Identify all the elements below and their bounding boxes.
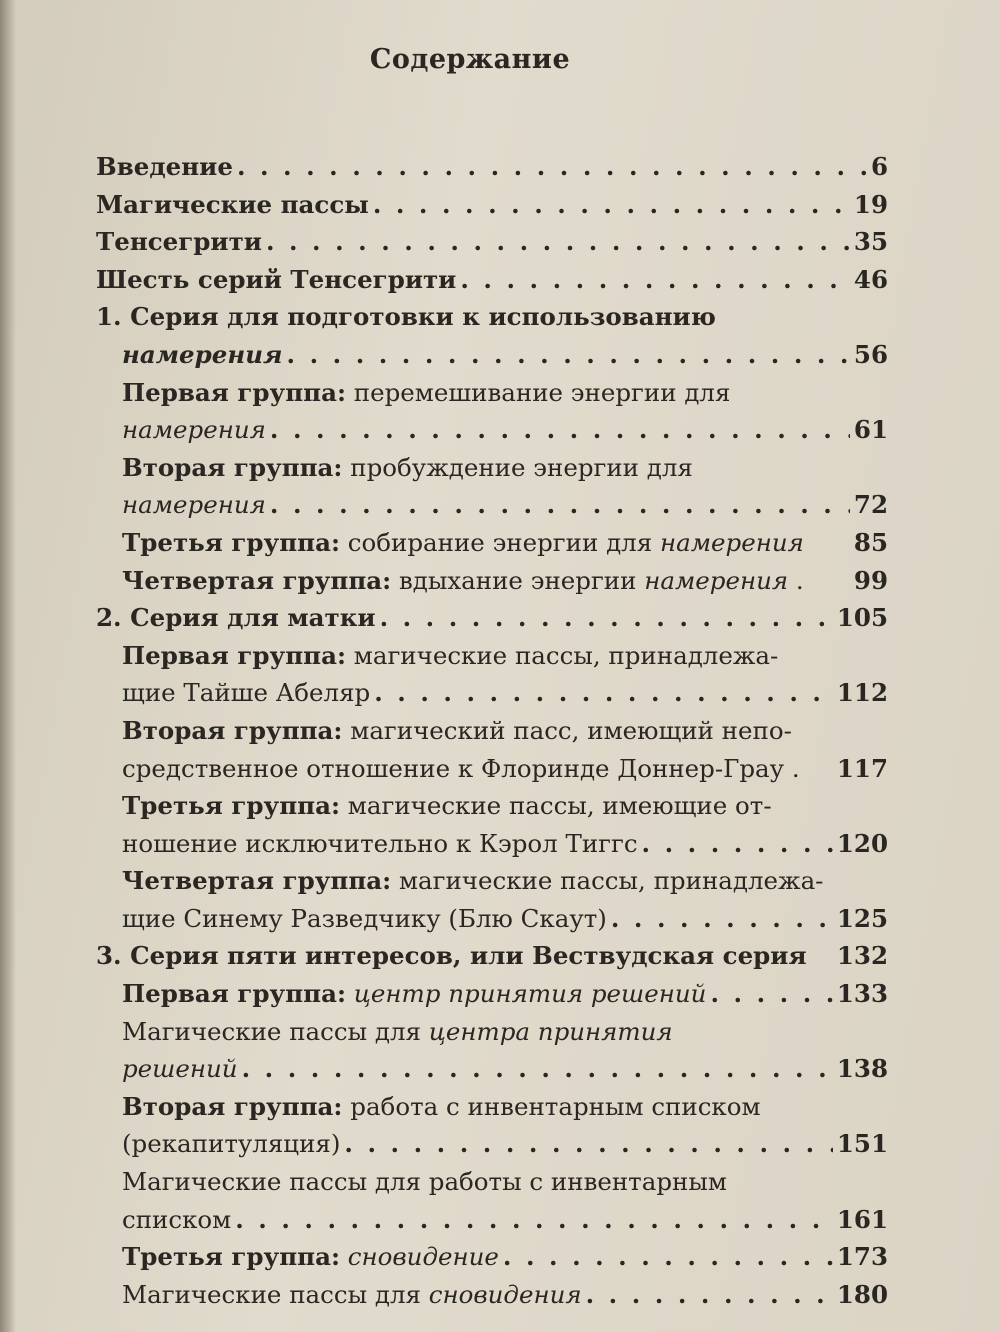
toc-entry-continuation (96, 340, 888, 378)
toc-entry-text (122, 829, 638, 858)
toc-entry-segment: Магические пассы для (122, 1279, 429, 1309)
toc-entry (96, 190, 888, 228)
toc-entry (96, 1280, 888, 1318)
toc-entry (96, 1242, 888, 1280)
page-number: 85 (853, 527, 888, 557)
toc-entry-continuation (96, 754, 888, 792)
leader-dots (287, 340, 850, 369)
page-number: 19 (853, 189, 888, 219)
toc-entry-continuation (96, 904, 888, 942)
toc-entry (96, 302, 888, 377)
toc-entry-segment: Магические пассы для работы с инвентарным (122, 1167, 727, 1197)
toc-entry-text (122, 678, 370, 707)
toc-entry-line (96, 641, 888, 679)
toc-entry-text (96, 603, 376, 632)
toc-entry-line (96, 566, 888, 604)
toc-entry (96, 1092, 888, 1167)
page-number: 133 (836, 979, 888, 1009)
toc-entry-lead: Первая группа: (122, 979, 346, 1009)
toc-entry (96, 265, 888, 303)
leader-dots (586, 1280, 833, 1309)
page-edge-shadow (0, 0, 16, 1332)
page-number: 125 (836, 903, 888, 933)
leader-dots (270, 415, 850, 444)
toc-entry (96, 1017, 888, 1092)
page-number: 138 (836, 1054, 888, 1084)
table-of-contents (96, 152, 888, 1317)
toc-entry-lead: Шесть серий Тенсегрити (96, 264, 457, 294)
toc-entry-segment: собирание энергии для (340, 527, 660, 557)
leader-dots (460, 265, 850, 294)
toc-entry-line (96, 453, 888, 491)
leader-dots (242, 1054, 833, 1083)
toc-entry (96, 1167, 888, 1242)
toc-entry-text (122, 490, 266, 519)
toc-entry (96, 716, 888, 791)
toc-entry-lead: Третья группа: (122, 527, 340, 557)
leader-dots (503, 1242, 833, 1271)
toc-entry-text (122, 904, 607, 933)
toc-entry-segment: (рекапитуляция) (122, 1129, 341, 1159)
toc-entry-segment: пробуждение энергии для (342, 452, 693, 482)
toc-entry-line (96, 528, 888, 566)
toc-entry-text (122, 866, 823, 895)
toc-entry (96, 941, 888, 979)
leader-dots (373, 190, 850, 219)
page-number: 61 (853, 415, 888, 445)
page-number: 161 (836, 1204, 888, 1234)
page-number: 112 (836, 678, 888, 708)
toc-entry-text (122, 378, 730, 407)
toc-entry-text (122, 1092, 761, 1121)
toc-entry-lead: Третья группа: (122, 1242, 340, 1272)
leader-dots (237, 152, 867, 181)
toc-entry-line (96, 1280, 888, 1318)
toc-entry-segment: намерения (122, 415, 266, 445)
toc-entry-segment: намерения (122, 490, 266, 520)
toc-entry-continuation (96, 678, 888, 716)
toc-entry-text (96, 152, 233, 181)
toc-entry-segment: ношение исключительно к Кэрол Тиггс (122, 828, 638, 858)
toc-entry (96, 227, 888, 265)
toc-entry-segment: сновидения (428, 1279, 582, 1309)
toc-entry-segment: Магические пассы для (122, 1016, 429, 1046)
toc-entry-line (96, 265, 888, 303)
toc-entry-segment: намерения (644, 565, 789, 595)
toc-entry-segment (346, 979, 354, 1008)
toc-entry-lead: Четвертая группа: (122, 565, 392, 595)
leader-dots (270, 490, 850, 519)
toc-entry-line (96, 378, 888, 416)
toc-entry-continuation (96, 1129, 888, 1167)
toc-entry-lead: Четвертая группа: (122, 866, 392, 896)
toc-entry-line (96, 1242, 888, 1280)
toc-entry-line (96, 866, 888, 904)
toc-entry-text (122, 528, 804, 557)
toc-entry-text (122, 641, 778, 670)
toc-entry (96, 866, 888, 941)
leader-dots (642, 829, 833, 858)
toc-entry-text (122, 1129, 340, 1158)
toc-entry-line (96, 979, 888, 1017)
toc-entry-segment: магические пассы, имеющие от- (340, 791, 772, 821)
toc-entry-text (122, 415, 266, 444)
toc-entry-text (96, 941, 807, 970)
toc-entry-text (96, 302, 716, 331)
toc-entry-lead: Первая группа: (122, 377, 346, 407)
toc-entry-continuation (96, 1205, 888, 1243)
toc-entry-line (96, 716, 888, 754)
page-number: 180 (836, 1279, 888, 1309)
toc-entry-text (122, 340, 283, 369)
toc-entry-lead: 2. Серия для матки (96, 603, 376, 633)
leader-dots (380, 603, 833, 632)
page-number: 117 (836, 753, 888, 783)
toc-entry-continuation (96, 829, 888, 867)
toc-entry-text (122, 1205, 231, 1234)
toc-entry-segment: центра принятия (428, 1016, 673, 1046)
toc-entry-text (122, 1242, 499, 1271)
page-number: 173 (836, 1242, 888, 1272)
toc-entry-text (122, 1017, 673, 1046)
toc-entry-continuation (96, 490, 888, 528)
toc-entry-lead: Вторая группа: (122, 452, 343, 482)
toc-entry (96, 152, 888, 190)
leader-dots (266, 227, 850, 256)
page-number: 35 (853, 227, 888, 257)
toc-entry-segment: щие Тайше Абеляр (122, 678, 371, 708)
toc-entry (96, 528, 888, 566)
toc-entry-lead: Магические пассы (96, 189, 369, 219)
toc-entry-continuation (96, 415, 888, 453)
page-number: 151 (836, 1129, 888, 1159)
toc-entry-segment: списком (122, 1204, 232, 1234)
toc-entry-text (122, 791, 772, 820)
page-number: 99 (853, 565, 888, 595)
page-number: 72 (853, 490, 888, 520)
toc-entry-text (122, 453, 693, 482)
toc-entry-line (96, 791, 888, 829)
toc-entry (96, 641, 888, 716)
toc-entry-segment: магические пассы, принадлежа- (391, 866, 824, 896)
page-title: Содержание (369, 44, 571, 75)
toc-entry-segment: . (788, 565, 804, 595)
toc-entry-line (96, 1167, 888, 1205)
toc-entry-lead: Тенсегрити (96, 227, 262, 257)
toc-entry-text (122, 754, 800, 783)
toc-entry-line (96, 152, 888, 190)
page-number: 132 (836, 941, 888, 971)
toc-entry-text (96, 190, 369, 219)
toc-entry-text (122, 716, 792, 745)
toc-entry-text (122, 979, 706, 1008)
toc-entry-segment: намерения (659, 527, 804, 557)
toc-entry-continuation (96, 1054, 888, 1092)
toc-entry (96, 979, 888, 1017)
toc-entry (96, 453, 888, 528)
toc-entry-line (96, 190, 888, 228)
toc-entry-text (122, 1280, 582, 1309)
page-number: 46 (853, 264, 888, 294)
toc-entry-lead: Вторая группа: (122, 715, 343, 745)
toc-entry-text (122, 1167, 727, 1196)
toc-entry (96, 791, 888, 866)
toc-entry-text (96, 227, 262, 256)
leader-dots (710, 979, 832, 1008)
page-number: 120 (836, 828, 888, 858)
toc-entry-lead: Вторая группа: (122, 1091, 343, 1121)
leader-dots (374, 678, 833, 707)
toc-entry-segment: центр принятия решений (353, 979, 707, 1009)
leader-dots (611, 904, 833, 933)
toc-entry (96, 603, 888, 641)
toc-entry-text (122, 566, 804, 595)
toc-entry-segment: магический пасс, имеющий непо- (342, 715, 792, 745)
toc-entry-segment: работа с инвентарным списком (342, 1091, 761, 1121)
toc-entry-line (96, 941, 888, 979)
toc-entry-segment: перемешивание энергии для (346, 377, 731, 407)
leader-dots (344, 1129, 832, 1158)
toc-entry-lead: Третья группа: (122, 791, 340, 821)
toc-entry-segment (340, 1242, 348, 1271)
toc-entry-segment: сновидение (347, 1242, 499, 1272)
toc-entry-lead: 1. Серия для подготовки к использованию (96, 302, 716, 332)
toc-entry-lead: Введение (96, 152, 233, 181)
toc-entry-text (122, 1054, 238, 1083)
toc-entry-lead: 3. Серия пяти интересов, или Вествудская серия (96, 941, 807, 971)
page-number: 105 (836, 603, 888, 633)
page-number: 6 (870, 152, 888, 181)
toc-entry-text (96, 265, 456, 294)
toc-entry-segment: решений (122, 1054, 238, 1084)
toc-entry-segment: магические пассы, принадлежа- (346, 640, 779, 670)
toc-entry-line (96, 227, 888, 265)
toc-entry-lead: намерения (122, 339, 283, 369)
toc-entry (96, 378, 888, 453)
toc-entry-lead: Первая группа: (122, 640, 346, 670)
leader-dots (235, 1205, 833, 1234)
toc-entry-line (96, 603, 888, 641)
toc-entry (96, 566, 888, 604)
toc-entry-line (96, 302, 888, 340)
toc-entry-segment: вдыхание энергии (391, 565, 645, 595)
toc-entry-segment: щие Синему Разведчику (Блю Скаут) (122, 903, 607, 933)
toc-entry-segment: средственное отношение к Флоринде Доннер-Грау . (122, 753, 800, 783)
page-number: 56 (853, 339, 888, 369)
toc-entry-line (96, 1092, 888, 1130)
toc-entry-line (96, 1017, 888, 1055)
